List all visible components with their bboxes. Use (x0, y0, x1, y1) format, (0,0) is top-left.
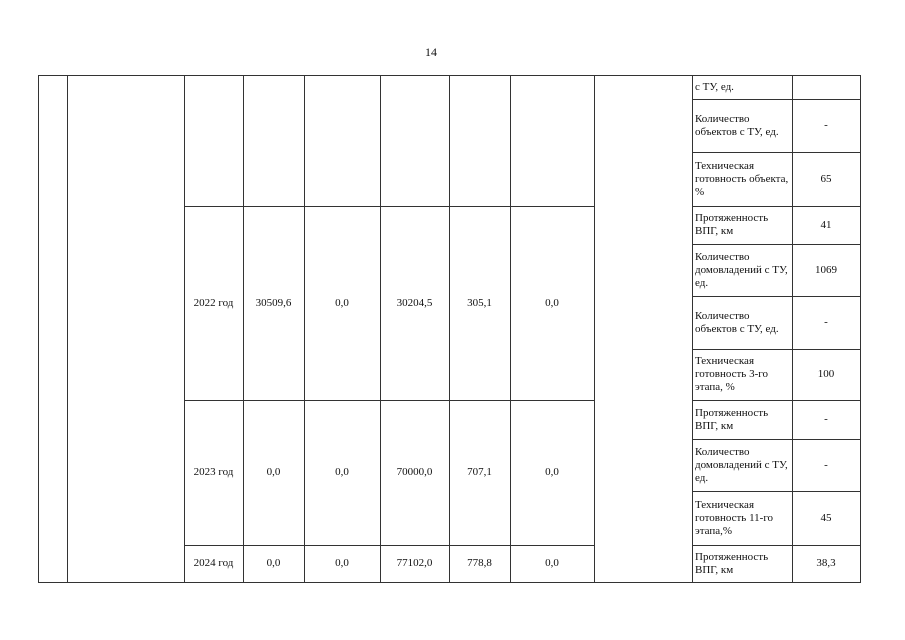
indicator-label: Количество домовладений с ТУ, ед. (695, 250, 788, 289)
indicator-value: 41 (820, 218, 832, 231)
indicator-value: 65 (820, 172, 832, 185)
indicator-label: Протяженность ВПГ, км (695, 550, 769, 576)
page-number: 14 (425, 45, 437, 59)
value-cell: 0,0 (335, 296, 349, 309)
indicator-label: Техническая готовность 3-го этапа, % (695, 355, 768, 393)
col-border (860, 75, 861, 583)
indicator-value: - (824, 119, 828, 131)
value-cell: 30204,5 (396, 296, 433, 309)
value-cell: 0,0 (266, 557, 281, 569)
value-cell: 778,8 (467, 557, 492, 569)
indicator-value: - (824, 413, 828, 425)
col-border (67, 75, 68, 583)
indicator-label: с ТУ, ед. (695, 81, 734, 93)
value-cell: 0,0 (335, 557, 349, 569)
indicator-label: Техническая готовность объекта, % (695, 159, 789, 198)
value-cell: 70000,0 (396, 466, 433, 478)
indicator-label: Количество объектов с ТУ, ед. (695, 112, 779, 138)
indicator-value: 45 (820, 511, 832, 524)
value-cell: 30509,6 (255, 296, 292, 309)
year-cell: 2022 год (193, 296, 234, 309)
value-cell: 305,1 (467, 296, 492, 309)
indicator-value: - (824, 316, 828, 328)
value-cell: 0,0 (335, 466, 349, 478)
value-cell: 707,1 (467, 466, 492, 478)
value-cell: 77102,0 (396, 557, 433, 569)
indicator-value: 100 (817, 368, 835, 380)
year-cell: 2024 год (193, 557, 234, 569)
indicator-label: Техническая готовность 11-го этапа,% (695, 498, 774, 537)
value-cell: 0,0 (545, 466, 559, 478)
value-cell: 0,0 (545, 296, 559, 309)
indicator-value (792, 76, 860, 99)
col-border (594, 75, 595, 583)
indicator-value: - (824, 458, 828, 471)
value-cell: 0,0 (266, 466, 281, 478)
indicator-label: Протяженность ВПГ, км (695, 406, 769, 432)
indicator-label: Количество объектов с ТУ, ед. (695, 309, 779, 335)
indicator-value: 38,3 (816, 557, 836, 569)
col-border (38, 75, 39, 583)
indicator-label: Протяженность ВПГ, км (695, 212, 769, 237)
value-cell: 0,0 (545, 557, 559, 569)
year-cell: 2023 год (193, 466, 234, 478)
indicator-value: 1069 (815, 263, 837, 276)
indicator-label: Количество домовладений с ТУ, ед. (695, 445, 788, 484)
